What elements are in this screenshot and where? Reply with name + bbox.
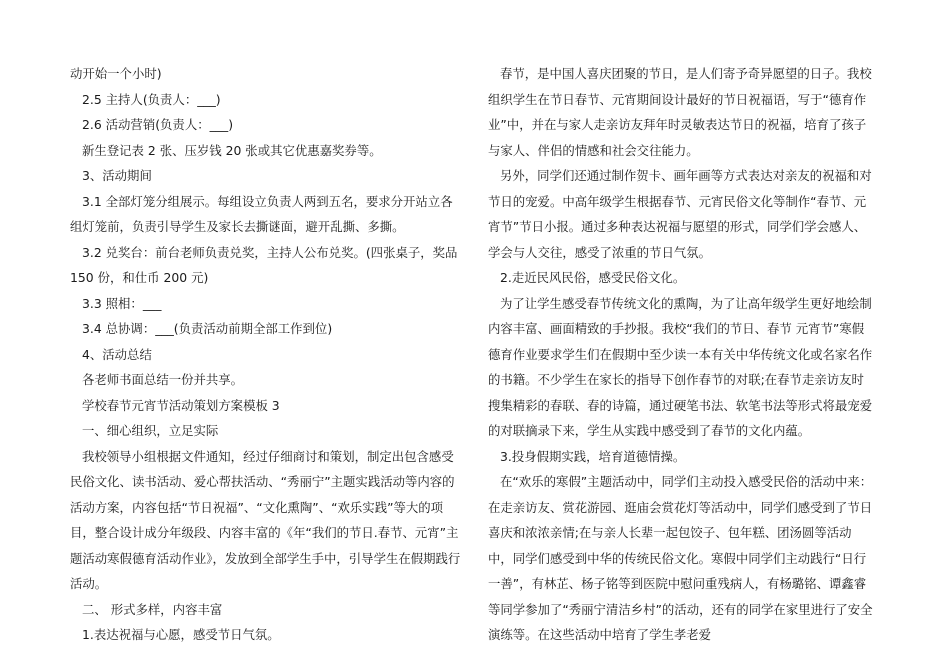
left-paragraph: 新生登记表 2 张、压岁钱 20 张或其它优惠嘉奖券等。	[82, 142, 382, 158]
right-paragraph: 在“欢乐的寒假”主题活动中，同学们主动投入感受民俗的活动中来：在走亲访友、赏花游园、逛庙会赏花灯等活动中，同学们感受到了节日喜庆和浓浓亲情;在与亲人长辈一起包饺子、包年糕、团汤圆等活动中，同学们感受到中华的传统民俗文化。寒假中同学们主动践行“日行一善”，有林芷、杨子铭等到医院中慰问重残病人，有杨璐铭、谭鑫睿等同学参加了“秀丽宁清洁乡村”的活动，还有的同学在家里进行了安全演练等。在这些活动中培育了学生孝老爱	[488, 474, 873, 642]
left-paragraph: 3.4 总协调：___(负责活动前期全部工作到位)	[82, 321, 333, 336]
left-paragraph: 一、细心组织，立足实际	[82, 423, 219, 438]
right-paragraph: 为了让学生感受春节传统文化的熏陶，为了让高年级学生更好地绘制内容丰富、画面精致的手抄报。我校“我们的节日、春节 元宵节”寒假德育作业要求学生们在假期中至少读一本有关中华传统文化或名家名作的书籍。不少学生在家长的指导下创作春节的对联;在春节走亲访友时搜集精彩的春联、春的诗篇，通过硬笔书法、软笔书法等形式将最宠爱的对联摘录下来，学生从实践中感受到了春节的文化内蕴。	[488, 295, 873, 438]
left-paragraph: 我校领导小组根据文件通知，经过仔细商讨和策划，制定出包含感受民俗文化、读书活动、爱心帮扶活动、“秀丽宁”主题实践活动等内容的活动方案，内容包括“节日祝福”、“文化熏陶”、“欢乐实践”等大的项目，整合设计成分年级段、内容丰富的《年“我们的节日.春节、元宵”主题活动寒假德育活动作业》，发放到全部学生手中，引导学生在假期践行活动。	[70, 448, 461, 591]
right-paragraph: 3.投身假期实践，培育道德情操。	[500, 448, 686, 464]
left-paragraph: 4、活动总结	[82, 346, 152, 362]
left-paragraph: 二、 形式多样，内容丰富	[82, 601, 223, 617]
left-paragraph: 3.2 兑奖台：前台老师负责兑奖，主持人公布兑奖。(四张桌子，奖品 150 份，和仕币 200 元)	[70, 244, 458, 285]
left-paragraph: 学校春节元宵节活动策划方案模板 3	[82, 397, 280, 413]
left-paragraph: 2.6 活动营销(负责人：___)	[82, 117, 234, 132]
left-paragraph: 各老师书面总结一份并共享。	[82, 372, 244, 387]
right-column	[488, 61, 876, 648]
left-paragraph: 3.1 全部灯笼分组展示。每组设立负责人两到五名，要求分开站立各组灯笼前，负责引导学生及家长去撕谜面，避开乱撕、多撕。	[70, 193, 453, 234]
right-paragraph: 春节，是中国人喜庆团聚的节日，是人们寄予奇异愿望的日子。我校组织学生在节日春节、元宵期间设计最好的节日祝福语，写于“德育作业”中，并在与家人走亲访友拜年时灵敏表达节日的祝福，培育了孩子与家人、伴侣的情感和社会交往能力。	[488, 66, 872, 158]
left-paragraph: 1.表达祝福与心愿，感受节日气氛。	[82, 627, 280, 642]
left-column	[70, 61, 462, 648]
left-paragraph: 3.3 照相：___	[82, 295, 162, 311]
left-paragraph: 3、活动期间	[82, 168, 152, 183]
right-paragraph: 2.走近民风民俗，感受民俗文化。	[500, 270, 686, 285]
right-paragraph: 另外，同学们还通过制作贺卡、画年画等方式表达对亲友的祝福和对节日的宠爱。中高年级学生根据春节、元宵民俗文化等制作“春节、元宵节”节日小报。通过多种表达祝福与愿望的形式，同学们学会感人、学会与人交往，感受了浓重的节日气氛。	[488, 168, 872, 260]
left-paragraph: 2.5 主持人(负责人：___)	[82, 91, 221, 107]
left-paragraph: 动开始一个小时)	[70, 66, 162, 81]
